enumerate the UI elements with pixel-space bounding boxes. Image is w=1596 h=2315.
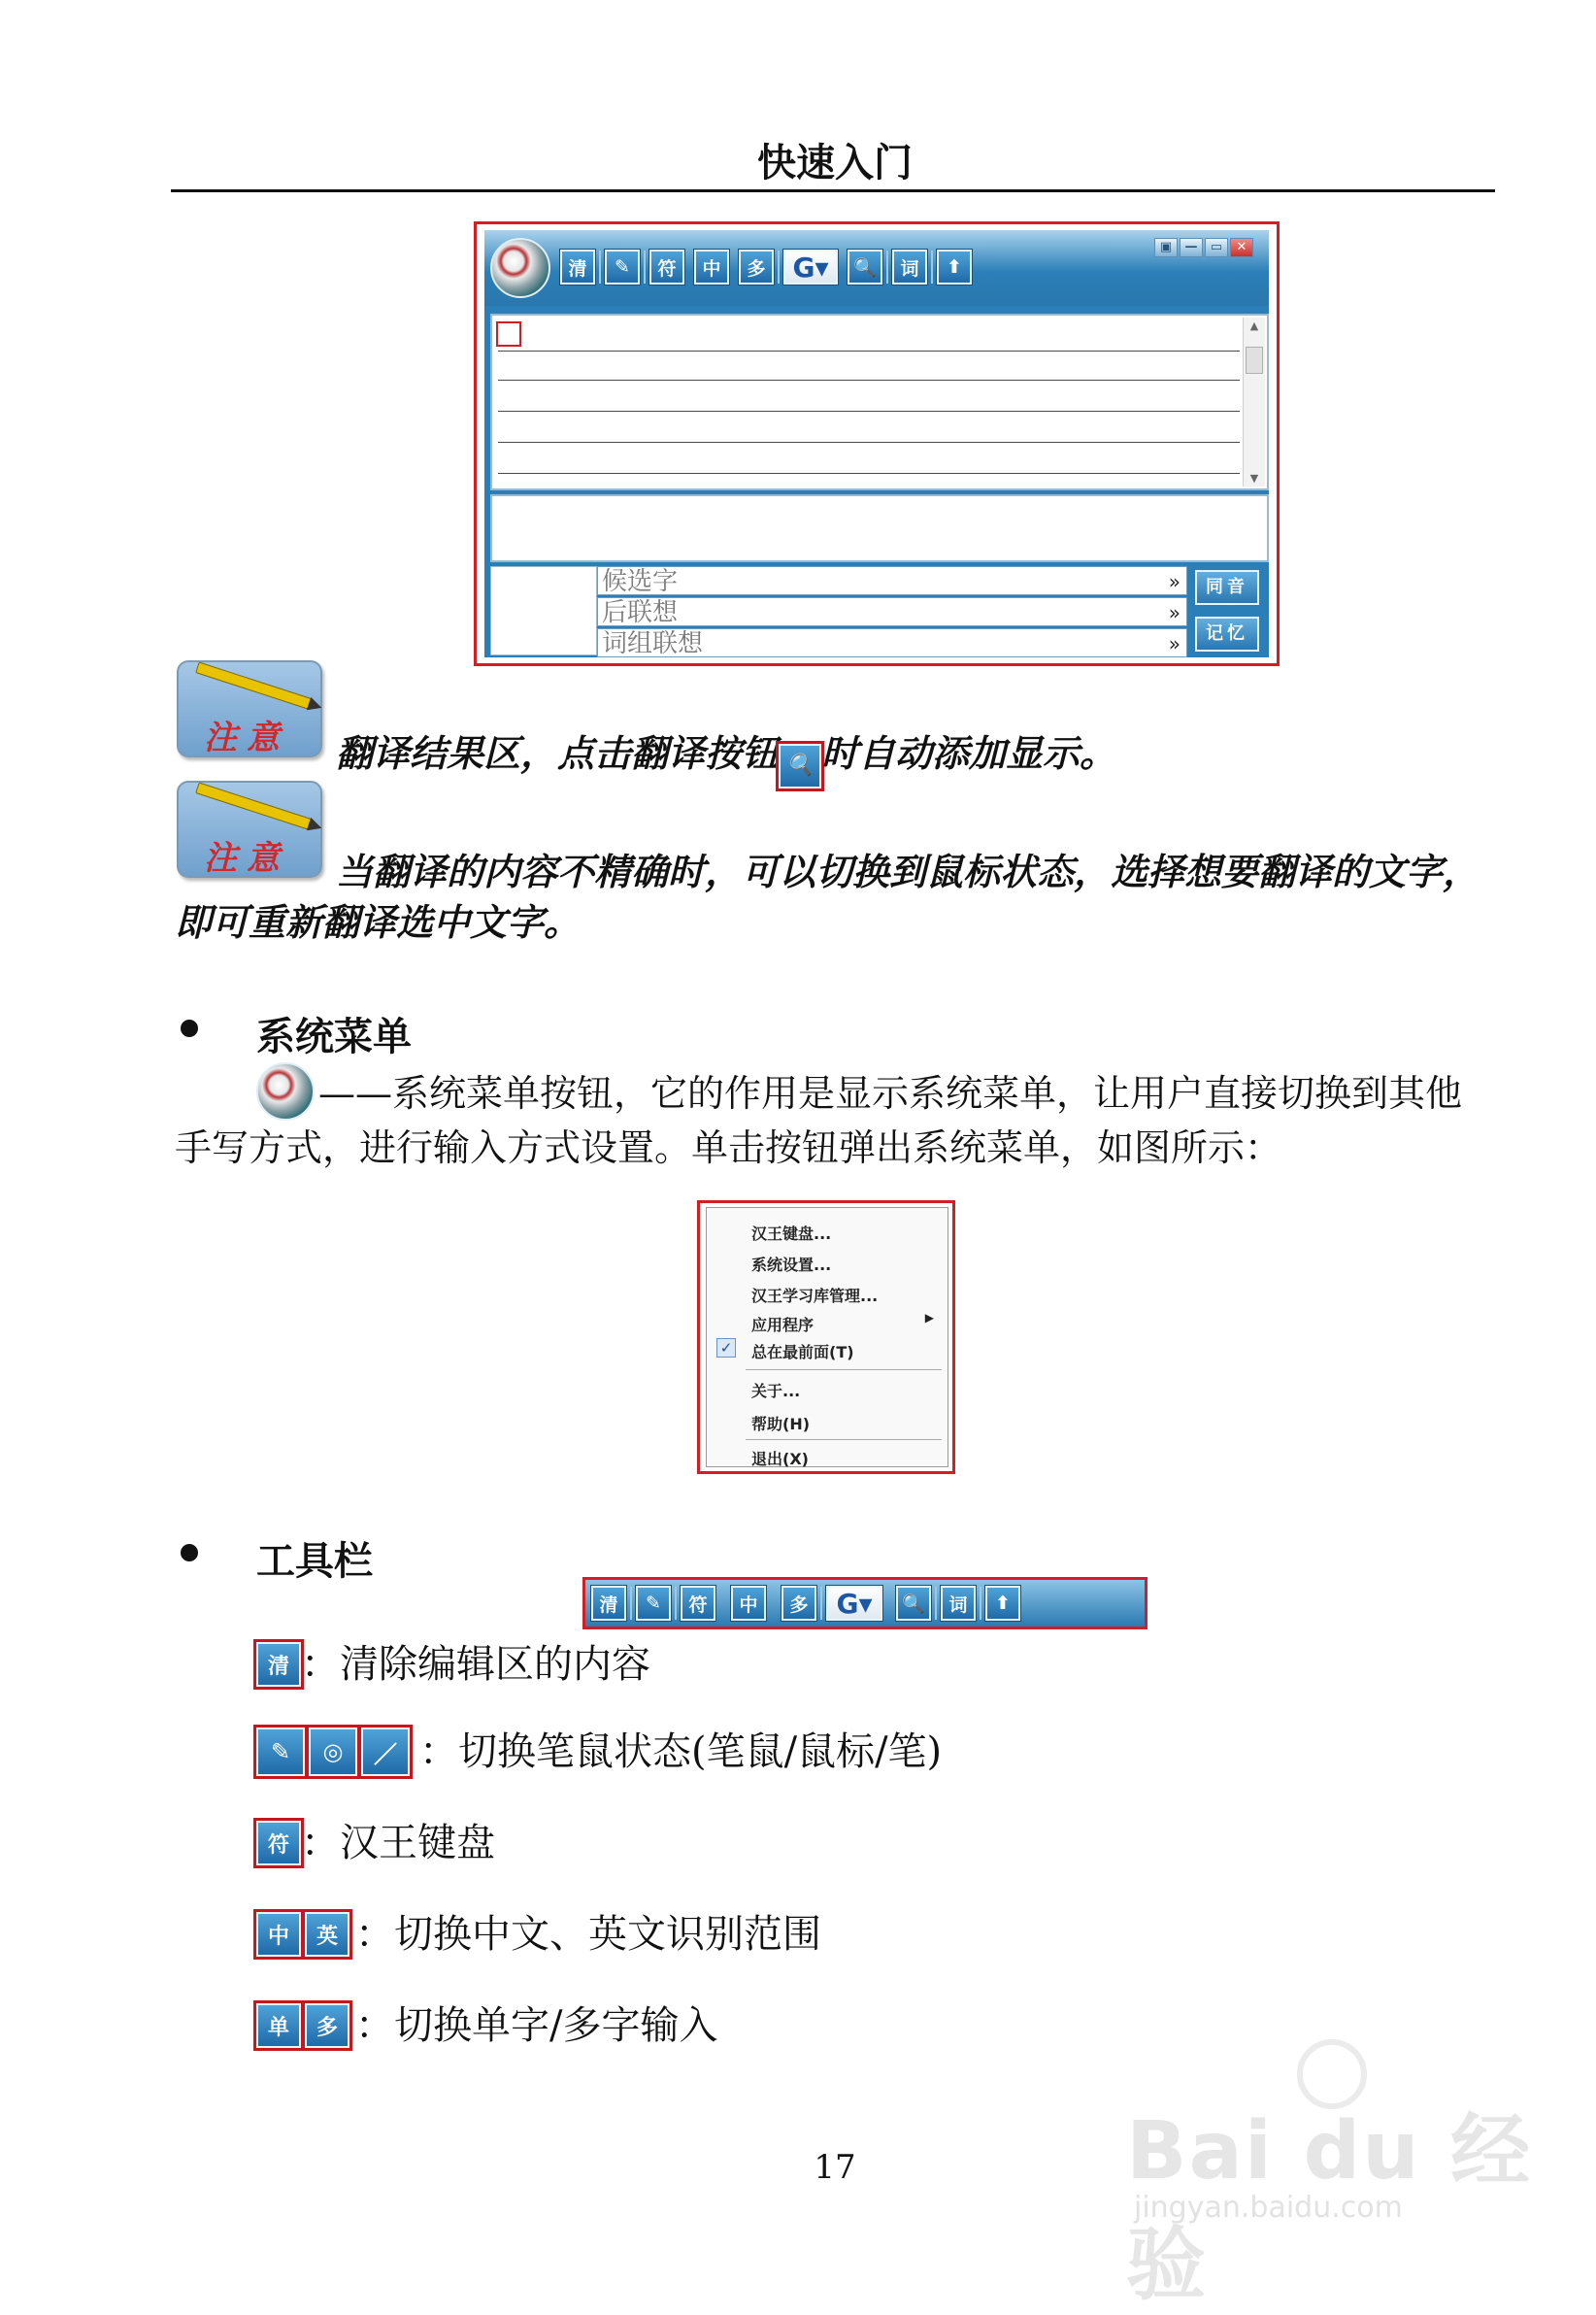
- check-icon: ✓: [716, 1338, 736, 1358]
- watermark-url: jingyan.baidu.com: [1134, 2191, 1403, 2225]
- mouse-icon: ◎: [309, 1728, 357, 1776]
- page-header-title: 快速入门: [757, 140, 913, 185]
- section-heading: 工具栏: [256, 1539, 373, 1584]
- translation-result-area: [490, 494, 1269, 562]
- upload-arrow-icon[interactable]: ⬆: [937, 250, 972, 285]
- candidate-row[interactable]: [597, 628, 1187, 657]
- close-icon[interactable]: ✕: [1230, 238, 1253, 257]
- upload-arrow-icon[interactable]: ⬆: [985, 1586, 1020, 1621]
- pen-mouse-toggle-icon[interactable]: ✎: [605, 250, 640, 285]
- edit-line: [498, 351, 1240, 352]
- section-heading: 系统菜单: [256, 1015, 412, 1059]
- edit-scrollbar[interactable]: [1243, 318, 1265, 486]
- english-icon: 英: [305, 1912, 349, 1957]
- watermark-brand: Bai du 经验: [1126, 2105, 1533, 2311]
- maximize-icon[interactable]: ▭: [1205, 238, 1228, 257]
- multi-char-button[interactable]: 多: [739, 250, 774, 285]
- multi-char-icon: 多: [305, 2003, 349, 2048]
- edit-line: [498, 442, 1240, 443]
- system-menu-logo-icon[interactable]: [490, 238, 550, 298]
- note-text-part: 时自动添加显示。: [821, 731, 1117, 775]
- symbol-keyboard-button[interactable]: 符: [681, 1586, 715, 1621]
- edit-area[interactable]: [490, 314, 1269, 490]
- google-search-icon[interactable]: G▾: [826, 1586, 882, 1621]
- pen-mouse-toggle-icon[interactable]: ✎: [636, 1586, 671, 1621]
- edit-line: [498, 473, 1240, 474]
- legend-row: [256, 1639, 650, 1690]
- clear-icon: 清: [256, 1642, 301, 1687]
- chinese-icon: 中: [256, 1912, 301, 1957]
- scroll-up-icon[interactable]: ▲: [1249, 319, 1259, 332]
- submenu-arrow-icon: ▶: [924, 1311, 934, 1325]
- legend-text: ：切换笔鼠状态(笔鼠/鼠标/笔): [419, 1729, 943, 1774]
- restore-icon[interactable]: ▣: [1154, 238, 1178, 257]
- word-icon[interactable]: 词: [941, 1586, 976, 1621]
- note-badge: [177, 660, 322, 757]
- candidate-row[interactable]: [597, 597, 1187, 626]
- note-text: 当翻译的内容不精确时，可以切换到鼠标状态，选择想要翻译的文字，即可重新翻译选中文字。: [175, 850, 1480, 944]
- word-icon[interactable]: 词: [892, 250, 927, 285]
- candidate-preview: [490, 566, 597, 655]
- edit-line: [498, 380, 1240, 381]
- candidate-row[interactable]: [597, 566, 1187, 595]
- legend-row: [256, 1909, 821, 1960]
- minimize-icon[interactable]: —: [1180, 238, 1203, 257]
- more-chevron-icon[interactable]: »: [1168, 601, 1180, 624]
- legend-text: ：切换中文、英文识别范围: [355, 1912, 821, 1957]
- note-text-part: 翻译结果区，点击翻译按钮: [336, 731, 780, 775]
- input-window-screenshot: [474, 221, 1280, 666]
- menu-separator: [746, 1369, 942, 1370]
- note-badge-label: 注意: [204, 719, 289, 757]
- legend-text: ：切换单字/多字输入: [355, 2003, 718, 2048]
- candidate-label: 词组联想: [602, 629, 704, 658]
- clear-button[interactable]: 清: [591, 1586, 626, 1621]
- system-menu-description: ——系统菜单按钮，它的作用是显示系统菜单，让用户直接切换到其他手写方式，进行输入方式设置。单击按钮弹出系统菜单，如图所示：: [175, 1072, 1463, 1169]
- menu-item[interactable]: 系统设置...: [751, 1256, 832, 1274]
- more-chevron-icon[interactable]: »: [1168, 632, 1180, 655]
- menu-item[interactable]: 退出(X): [751, 1450, 809, 1468]
- pen-icon: ／: [361, 1728, 410, 1776]
- homophone-button[interactable]: 同音: [1195, 570, 1259, 605]
- edit-line: [498, 411, 1240, 412]
- menu-item[interactable]: 总在最前面(T): [751, 1343, 854, 1361]
- legend-text: ：清除编辑区的内容: [301, 1642, 650, 1687]
- translate-icon: 🔍: [779, 744, 821, 788]
- note-badge-label: 注意: [204, 839, 289, 878]
- chinese-range-button[interactable]: 中: [731, 1586, 766, 1621]
- multi-char-button[interactable]: 多: [781, 1586, 816, 1621]
- note-text: [336, 728, 1116, 788]
- bullet: [181, 1544, 198, 1561]
- toolbar-strip: [582, 1577, 1147, 1629]
- translate-icon[interactable]: 🔍: [896, 1586, 931, 1621]
- legend-row: [256, 1727, 942, 1777]
- symbol-keyboard-button[interactable]: 符: [649, 250, 684, 285]
- header-rule: [171, 189, 1495, 192]
- legend-row: [256, 1818, 495, 1868]
- candidate-label: 候选字: [602, 567, 679, 596]
- pen-mouse-icon: ✎: [256, 1728, 305, 1776]
- scroll-thumb[interactable]: [1246, 347, 1263, 374]
- system-menu-screenshot: [697, 1200, 955, 1474]
- menu-item[interactable]: 帮助(H): [751, 1415, 811, 1433]
- candidate-label: 后联想: [602, 598, 679, 627]
- menu-item[interactable]: 关于...: [751, 1382, 801, 1400]
- clear-button[interactable]: 清: [560, 250, 595, 285]
- single-char-icon: 单: [256, 2003, 301, 2048]
- pencil-icon: [195, 782, 312, 829]
- symbol-icon: 符: [256, 1821, 301, 1865]
- menu-item[interactable]: 汉王学习库管理...: [751, 1287, 879, 1305]
- scroll-down-icon[interactable]: ▼: [1249, 472, 1259, 485]
- bullet: [181, 1020, 198, 1037]
- pencil-icon: [195, 661, 312, 709]
- google-search-icon[interactable]: G▾: [783, 250, 838, 285]
- legend-row: [256, 2000, 717, 2051]
- legend-text: ：汉王键盘: [301, 1821, 495, 1865]
- menu-item[interactable]: 汉王键盘...: [751, 1225, 832, 1243]
- memory-button[interactable]: 记忆: [1195, 617, 1259, 652]
- chinese-range-button[interactable]: 中: [694, 250, 729, 285]
- window-toolbar: [484, 230, 1269, 306]
- cursor-box: [496, 321, 521, 347]
- menu-item[interactable]: 应用程序: [751, 1316, 815, 1334]
- translate-icon[interactable]: 🔍: [848, 250, 882, 285]
- more-chevron-icon[interactable]: »: [1168, 570, 1180, 593]
- menu-separator: [746, 1439, 942, 1440]
- page-number: 17: [814, 2148, 856, 2187]
